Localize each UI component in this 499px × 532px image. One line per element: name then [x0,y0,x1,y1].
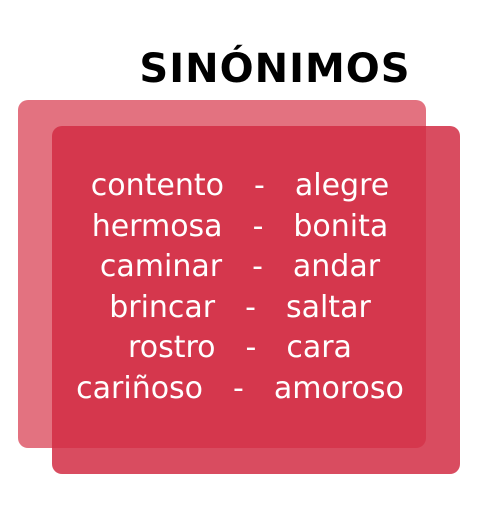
word: cariñoso [76,370,204,406]
synonym-pair [40,369,440,410]
synonym-pair [40,247,440,288]
word: brincar [109,289,216,325]
separator: - [254,168,265,203]
page-title: SINÓNIMOS [139,46,411,92]
synonym: saltar [285,289,371,325]
synonym: andar [292,249,381,284]
synonym-list [40,166,440,409]
synonym: alegre [294,168,390,203]
separator: - [245,289,256,325]
word: hermosa [91,208,223,244]
synonym-pair [40,207,440,248]
synonym-pair [40,166,440,207]
synonym-pair [40,328,440,369]
separator: - [252,249,263,284]
synonym-pair [40,288,440,329]
word: contento [90,168,225,203]
separator: - [233,370,244,406]
synonym: bonita [293,208,389,244]
synonym: cara [286,330,352,365]
separator: - [245,330,257,365]
separator: - [252,208,264,244]
word: caminar [99,249,223,284]
word: rostro [128,330,216,365]
synonym: amoroso [273,370,404,406]
